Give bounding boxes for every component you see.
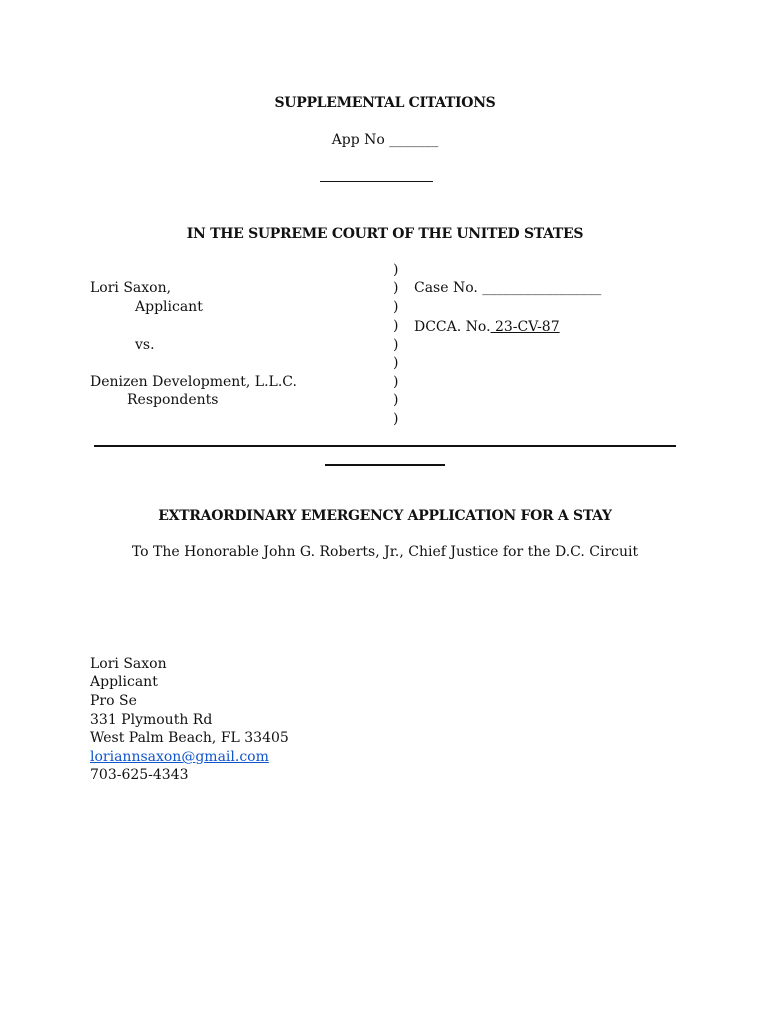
- supplemental-citations-title: SUPPLEMENTAL CITATIONS: [274, 95, 496, 111]
- caption-paren: ): [393, 337, 399, 353]
- contact-name: Lori Saxon: [90, 656, 167, 672]
- dcca-value: 23-CV-87: [490, 319, 560, 335]
- caption-divider: [94, 445, 676, 447]
- contact-street: 331 Plymouth Rd: [90, 712, 213, 728]
- contact-email-link[interactable]: loriannsaxon@gmail.com: [90, 749, 269, 765]
- respondent-name: Denizen Development, L.L.C.: [90, 374, 297, 390]
- contact-phone: 703-625-4343: [90, 767, 189, 783]
- caption-paren: ): [393, 299, 399, 315]
- caption-paren: ): [393, 392, 399, 408]
- applicant-name: Lori Saxon,: [90, 280, 172, 296]
- app-number-line: App No _______: [331, 132, 439, 148]
- application-addressee: To The Honorable John G. Roberts, Jr., Chief Justice for the D.C. Circuit: [131, 544, 639, 560]
- contact-status: Pro Se: [90, 693, 137, 709]
- applicant-role: Applicant: [135, 299, 203, 315]
- caption-paren: ): [393, 374, 399, 390]
- application-title: EXTRAORDINARY EMERGENCY APPLICATION FOR A STAY: [158, 508, 612, 524]
- dcca-number-line: [414, 318, 560, 336]
- dcca-label: DCCA. No.: [414, 319, 491, 335]
- caption-paren: ): [393, 411, 399, 427]
- caption-paren: ): [393, 355, 399, 371]
- contact-role: Applicant: [90, 674, 158, 690]
- caption-paren: ): [393, 280, 399, 296]
- contact-city: West Palm Beach, FL 33405: [90, 730, 289, 746]
- caption-paren: ): [393, 318, 399, 334]
- case-number-line: Case No. _________________: [414, 280, 602, 296]
- versus-label: vs.: [135, 337, 155, 353]
- caption-paren: ): [393, 262, 399, 278]
- respondent-role: Respondents: [127, 392, 219, 408]
- court-heading: IN THE SUPREME COURT OF THE UNITED STATES: [186, 226, 584, 242]
- signature-rule-middle: [325, 464, 445, 466]
- signature-rule-top: [320, 181, 433, 182]
